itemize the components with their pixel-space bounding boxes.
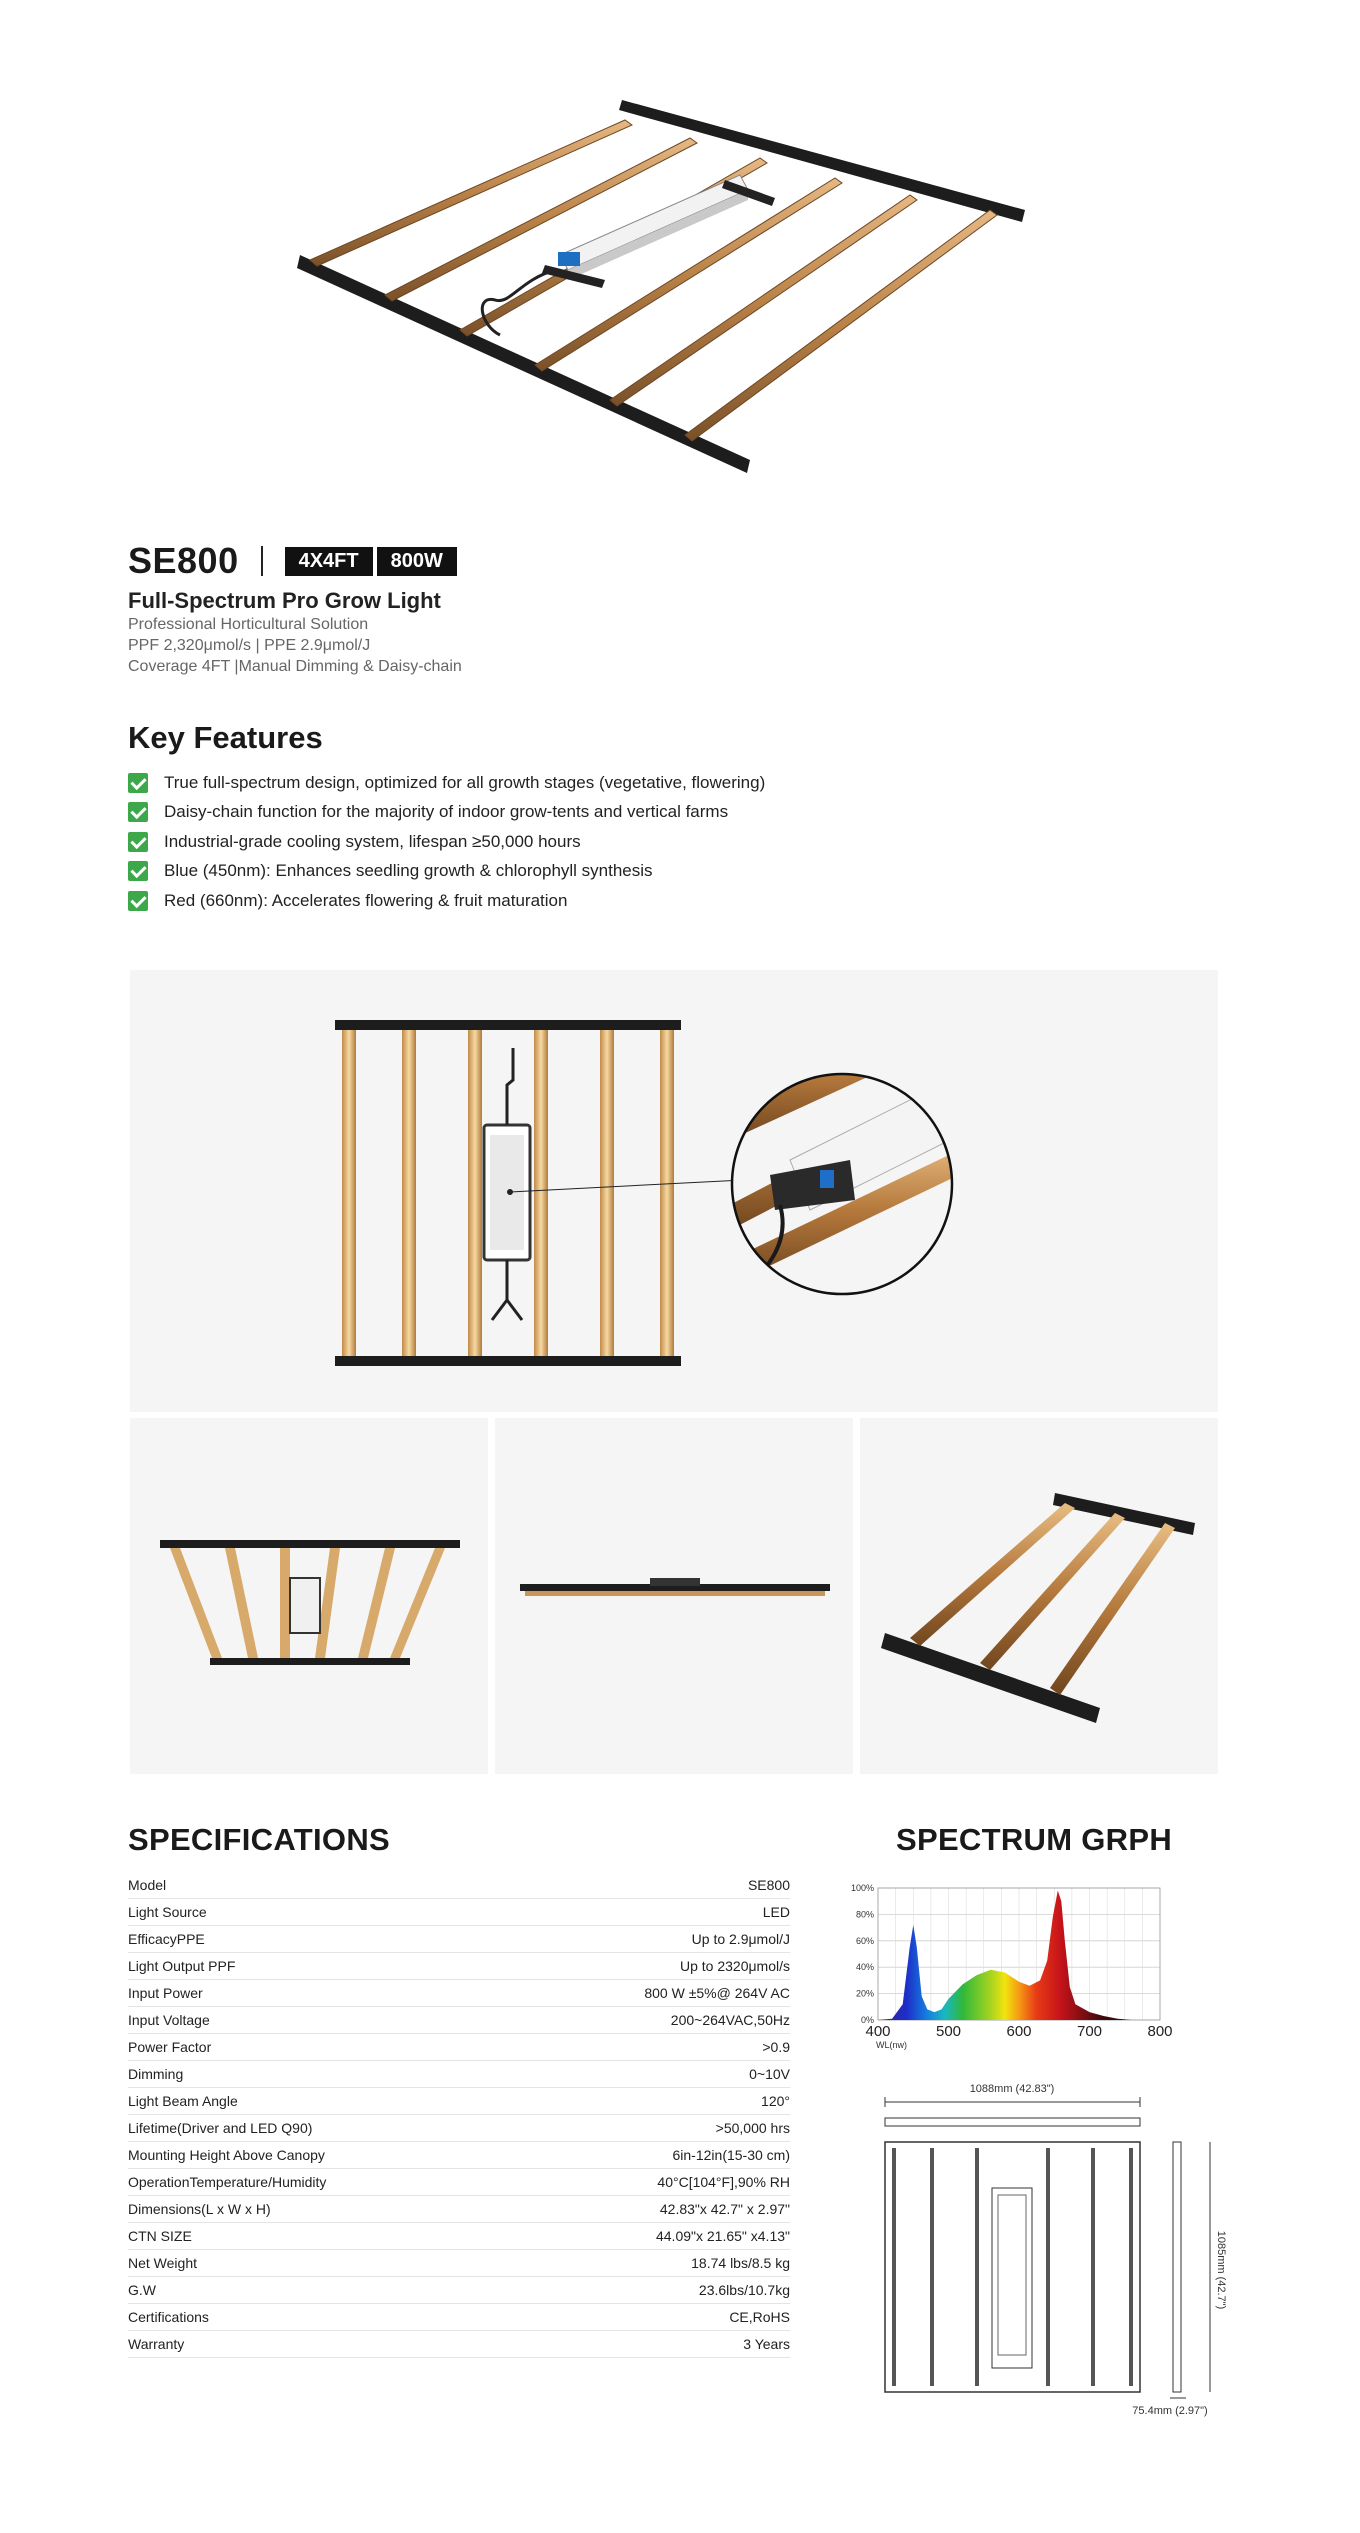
checkmark-icon [128, 773, 148, 793]
spec-value: SE800 [747, 1877, 790, 1893]
spec-value: 23.6lbs/10.7kg [698, 2282, 790, 2298]
spec-value: 6in-12in(15-30 cm) [672, 2147, 790, 2163]
checkmark-icon [128, 861, 148, 881]
spec-row [128, 1926, 790, 1953]
spec-row [128, 1899, 790, 1926]
spec-row [128, 2034, 790, 2061]
model-name: SE800 [128, 540, 239, 581]
spec-value: 42.83"x 42.7" x 2.97" [659, 2201, 790, 2217]
spec-value: Up to 2320μmol/s [679, 1958, 790, 1974]
spec-label: Model [128, 1877, 167, 1893]
hero-product-image [270, 80, 1050, 500]
y-tick-label: 100% [850, 1883, 874, 1893]
gallery-thumbnail-angled [130, 1418, 488, 1774]
spec-label: Net Weight [128, 2255, 197, 2271]
y-tick-label: 0% [860, 2015, 874, 2025]
y-tick-label: 80% [855, 1909, 874, 1920]
size-badge: 4X4FT [285, 547, 373, 576]
spec-label: CTN SIZE [128, 2228, 192, 2244]
spec-rows [128, 1872, 790, 2358]
feature-text: True full-spectrum design, optimized for all growth stages (vegetative, flowering) [164, 772, 766, 792]
spec-label: Light Source [128, 1904, 207, 1920]
feature-text: Red (660nm): Accelerates flowering & fruit maturation [164, 890, 568, 910]
spec-value: CE,RoHS [729, 2309, 790, 2325]
spec-label: Light Output PPF [128, 1958, 236, 1974]
spec-row [128, 2277, 790, 2304]
spec-row [128, 2304, 790, 2331]
features-title: Key Features [128, 720, 323, 755]
spec-row [128, 2331, 790, 2358]
spec-label: Light Beam Angle [128, 2093, 238, 2109]
spec-value: 800 W ±5%@ 264V AC [644, 1985, 790, 2001]
checkmark-icon [128, 891, 148, 911]
spec-label: EfficacyPPE [128, 1931, 205, 1947]
x-axis-label: WL(nw) [876, 2040, 907, 2050]
spec-row [128, 1953, 790, 1980]
spec-label: Dimensions(L x W x H) [128, 2201, 271, 2217]
depth-label: 75.4mm (2.97") [1132, 2405, 1208, 2417]
product-line: PPF 2,320μmol/s | PPE 2.9μmol/J [128, 637, 371, 654]
x-tick-label: 700 [1076, 2023, 1103, 2040]
x-tick-label: 400 [865, 2023, 891, 2040]
spec-value: >50,000 hrs [715, 2120, 790, 2136]
spec-row [128, 2142, 790, 2169]
feature-item [128, 857, 1028, 887]
spec-row [128, 2196, 790, 2223]
spec-value: Up to 2.9μmol/J [691, 1931, 790, 1947]
feature-item [128, 768, 1028, 798]
spec-value: 3 Years [743, 2336, 790, 2352]
spec-row [128, 2007, 790, 2034]
feature-item [128, 827, 1028, 857]
specs-title: SPECIFICATIONS [128, 1822, 390, 1857]
y-tick-label: 60% [855, 1935, 874, 1946]
width-label: 1088mm (42.83") [969, 2083, 1055, 2095]
power-badge: 800W [377, 547, 457, 576]
spec-row [128, 2250, 790, 2277]
spectrum-chart [840, 1880, 1180, 2065]
spec-label: OperationTemperature/Humidity [128, 2174, 327, 2190]
gallery-top-view [130, 970, 1218, 1412]
spec-label: Certifications [128, 2309, 209, 2325]
spec-label: Power Factor [128, 2039, 212, 2055]
spec-label: Warranty [128, 2336, 185, 2352]
key-features [128, 720, 1028, 916]
spec-value: 200~264VAC,50Hz [670, 2012, 790, 2028]
spec-row [128, 2061, 790, 2088]
spec-label: Lifetime(Driver and LED Q90) [128, 2120, 313, 2136]
spec-value: 40°C[104°F],90% RH [657, 2174, 790, 2190]
product-header [128, 540, 928, 677]
x-tick-label: 800 [1147, 2023, 1173, 2040]
model-row [128, 540, 928, 582]
spec-value: >0.9 [762, 2039, 790, 2055]
spec-value: 120° [761, 2093, 790, 2109]
spec-row [128, 1872, 790, 1899]
spec-value: 44.09"x 21.65" x4.13" [655, 2228, 790, 2244]
spec-row [128, 2115, 790, 2142]
y-tick-label: 20% [855, 1988, 874, 1999]
spec-row [128, 2169, 790, 2196]
spec-row [128, 2088, 790, 2115]
product-line: Professional Horticultural Solution [128, 616, 369, 633]
spec-row [128, 1980, 790, 2007]
dimension-drawing [870, 2070, 1227, 2417]
gallery-thumbnail-perspective [860, 1418, 1218, 1774]
product-line: Coverage 4FT |Manual Dimming & Daisy-chain [128, 658, 462, 675]
spec-label: Dimming [128, 2066, 184, 2082]
y-tick-label: 40% [855, 1962, 874, 1973]
checkmark-icon [128, 802, 148, 822]
title-divider [261, 546, 263, 576]
feature-text: Industrial-grade cooling system, lifespan ≥50,000 hours [164, 831, 581, 851]
height-label: 1085mm (42.7") [1215, 2230, 1227, 2310]
spec-label: Mounting Height Above Canopy [128, 2147, 325, 2163]
spec-value: LED [762, 1904, 790, 1920]
specifications-table [128, 1822, 790, 2358]
spec-value: 18.74 lbs/8.5 kg [691, 2255, 790, 2271]
spec-label: Input Voltage [128, 2012, 210, 2028]
spectrum-title: SPECTRUM GRPH [896, 1822, 1173, 1857]
checkmark-icon [128, 832, 148, 852]
feature-item [128, 886, 1028, 916]
gallery-thumbnail-side [495, 1418, 853, 1774]
feature-item [128, 798, 1028, 828]
x-tick-label: 600 [1006, 2023, 1032, 2040]
feature-text: Blue (450nm): Enhances seedling growth & chlorophyll synthesis [164, 861, 653, 881]
product-subtitle: Full-Spectrum Pro Grow Light [128, 588, 441, 613]
spec-row [128, 2223, 790, 2250]
spec-label: Input Power [128, 1985, 203, 2001]
feature-text: Daisy-chain function for the majority of indoor grow-tents and vertical farms [164, 802, 729, 822]
spec-label: G.W [128, 2282, 156, 2298]
x-tick-label: 500 [935, 2023, 962, 2040]
spectrum-area [878, 1891, 1146, 2020]
spec-value: 0~10V [749, 2066, 790, 2082]
